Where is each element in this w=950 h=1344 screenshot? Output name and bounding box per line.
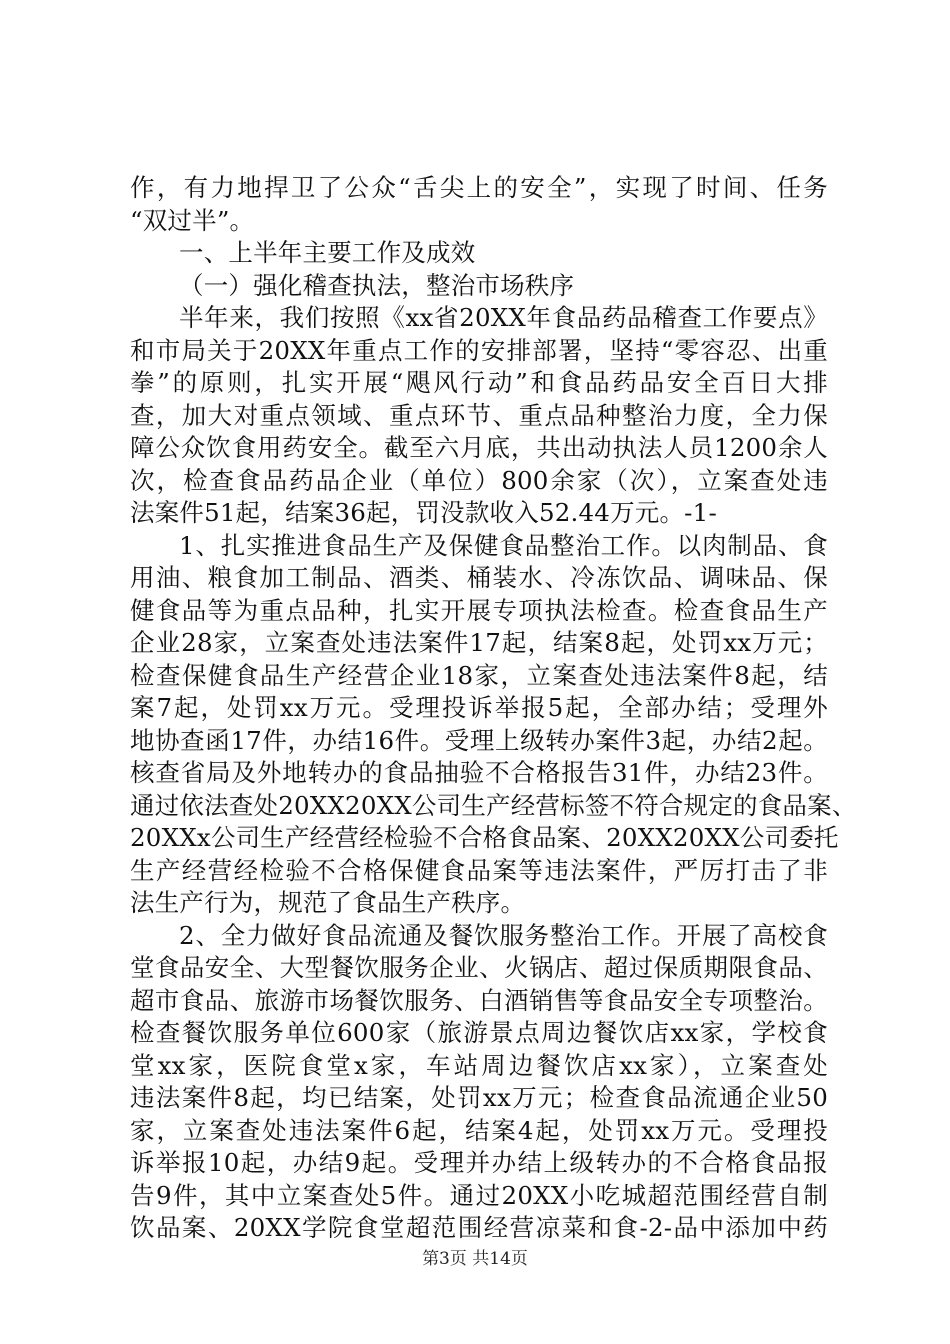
section-heading: 一、上半年主要工作及成效 — [179, 238, 476, 267]
text-line: 诉举报10起，办结9起。受理并办结上级转办的不合格食品报 — [130, 1148, 828, 1177]
text-line: 通过依法查处20XX20XX公司生产经营标签不符合规定的食品案、 — [130, 790, 857, 820]
text-line: 查，加大对重点领域、重点环节、重点品种整治力度，全力保 — [130, 400, 828, 430]
text-line: 堂食品安全、大型餐饮服务企业、火锅店、超过保质期限食品、 — [130, 953, 828, 982]
text-line: 健食品等为重点品种，扎实开展专项执法检查。检查食品生产 — [130, 595, 828, 625]
text-line: 作，有力地捍卫了公众“舌尖上的安全”，实现了时间、任务 — [130, 173, 828, 202]
text-line: 超市食品、旅游市场餐饮服务、白酒销售等食品安全专项整治。 — [130, 985, 828, 1015]
text-line: 企业28家，立案查处违法案件17起，结案8起，处罚xx万元； — [130, 628, 828, 657]
text-line: 检查餐饮服务单位600家（旅游景点周边餐饮店xx家，学校食 — [130, 1018, 828, 1047]
text-line: 告9件，其中立案查处5件。通过20XX小吃城超范围经营自制 — [130, 1180, 828, 1210]
text-line: 用油、粮食加工制品、酒类、桶装水、冷冻饮品、调味品、保 — [130, 563, 828, 592]
text-line: 半年来，我们按照《xx省20XX年食品药品稽查工作要点》 — [179, 303, 828, 332]
text-line: 家，立案查处违法案件6起，结案4起，处罚xx万元。受理投 — [130, 1115, 828, 1145]
page-number-footer: 第3页 共14页 — [422, 1249, 528, 1269]
text-line: 20XXx公司生产经营经检验不合格食品案、20XX20XX公司委托 — [130, 823, 839, 852]
document-body — [130, 172, 857, 1245]
text-line: 法生产行为，规范了食品生产秩序。 — [130, 888, 526, 917]
text-line: 生产经营经检验不合格保健食品案等违法案件，严厉打击了非 — [130, 855, 828, 885]
text-line: “双过半”。 — [130, 205, 255, 235]
text-line: 案7起，处罚xx万元。受理投诉举报5起，全部办结；受理外 — [130, 693, 828, 722]
text-line: 2、全力做好食品流通及餐饮服务整治工作。开展了高校食 — [179, 920, 828, 950]
text-line: 核查省局及外地转办的食品抽验不合格报告31件，办结23件。 — [130, 758, 828, 787]
text-line: 违法案件8起，均已结案，处罚xx万元；检查食品流通企业50 — [130, 1083, 828, 1112]
text-line: 1、扎实推进食品生产及保健食品整治工作。以肉制品、食 — [179, 530, 828, 560]
text-line: 地协查函17件，办结16件。受理上级转办案件3起，办结2起。 — [130, 725, 828, 755]
text-line: 障公众饮食用药安全。截至六月底，共出动执法人员1200余人 — [130, 433, 828, 462]
text-line: 堂xx家，医院食堂x家，车站周边餐饮店xx家），立案查处 — [130, 1050, 828, 1080]
text-line: 和市局关于20XX年重点工作的安排部署，坚持“零容忍、出重 — [130, 335, 828, 365]
text-line: 次，检查食品药品企业（单位）800余家（次），立案查处违 — [130, 465, 828, 495]
text-line: 饮品案、20XX学院食堂超范围经营凉菜和食-2-品中添加中药 — [130, 1213, 828, 1242]
subsection-heading: （一）强化稽查执法，整治市场秩序 — [179, 270, 575, 300]
text-line: 法案件51起，结案36起，罚没款收入52.44万元。-1- — [130, 498, 717, 527]
text-line: 检查保健食品生产经营企业18家，立案查处违法案件8起，结 — [130, 660, 828, 690]
text-line: 拳”的原则，扎实开展“飓风行动”和食品药品安全百日大排 — [130, 368, 828, 397]
